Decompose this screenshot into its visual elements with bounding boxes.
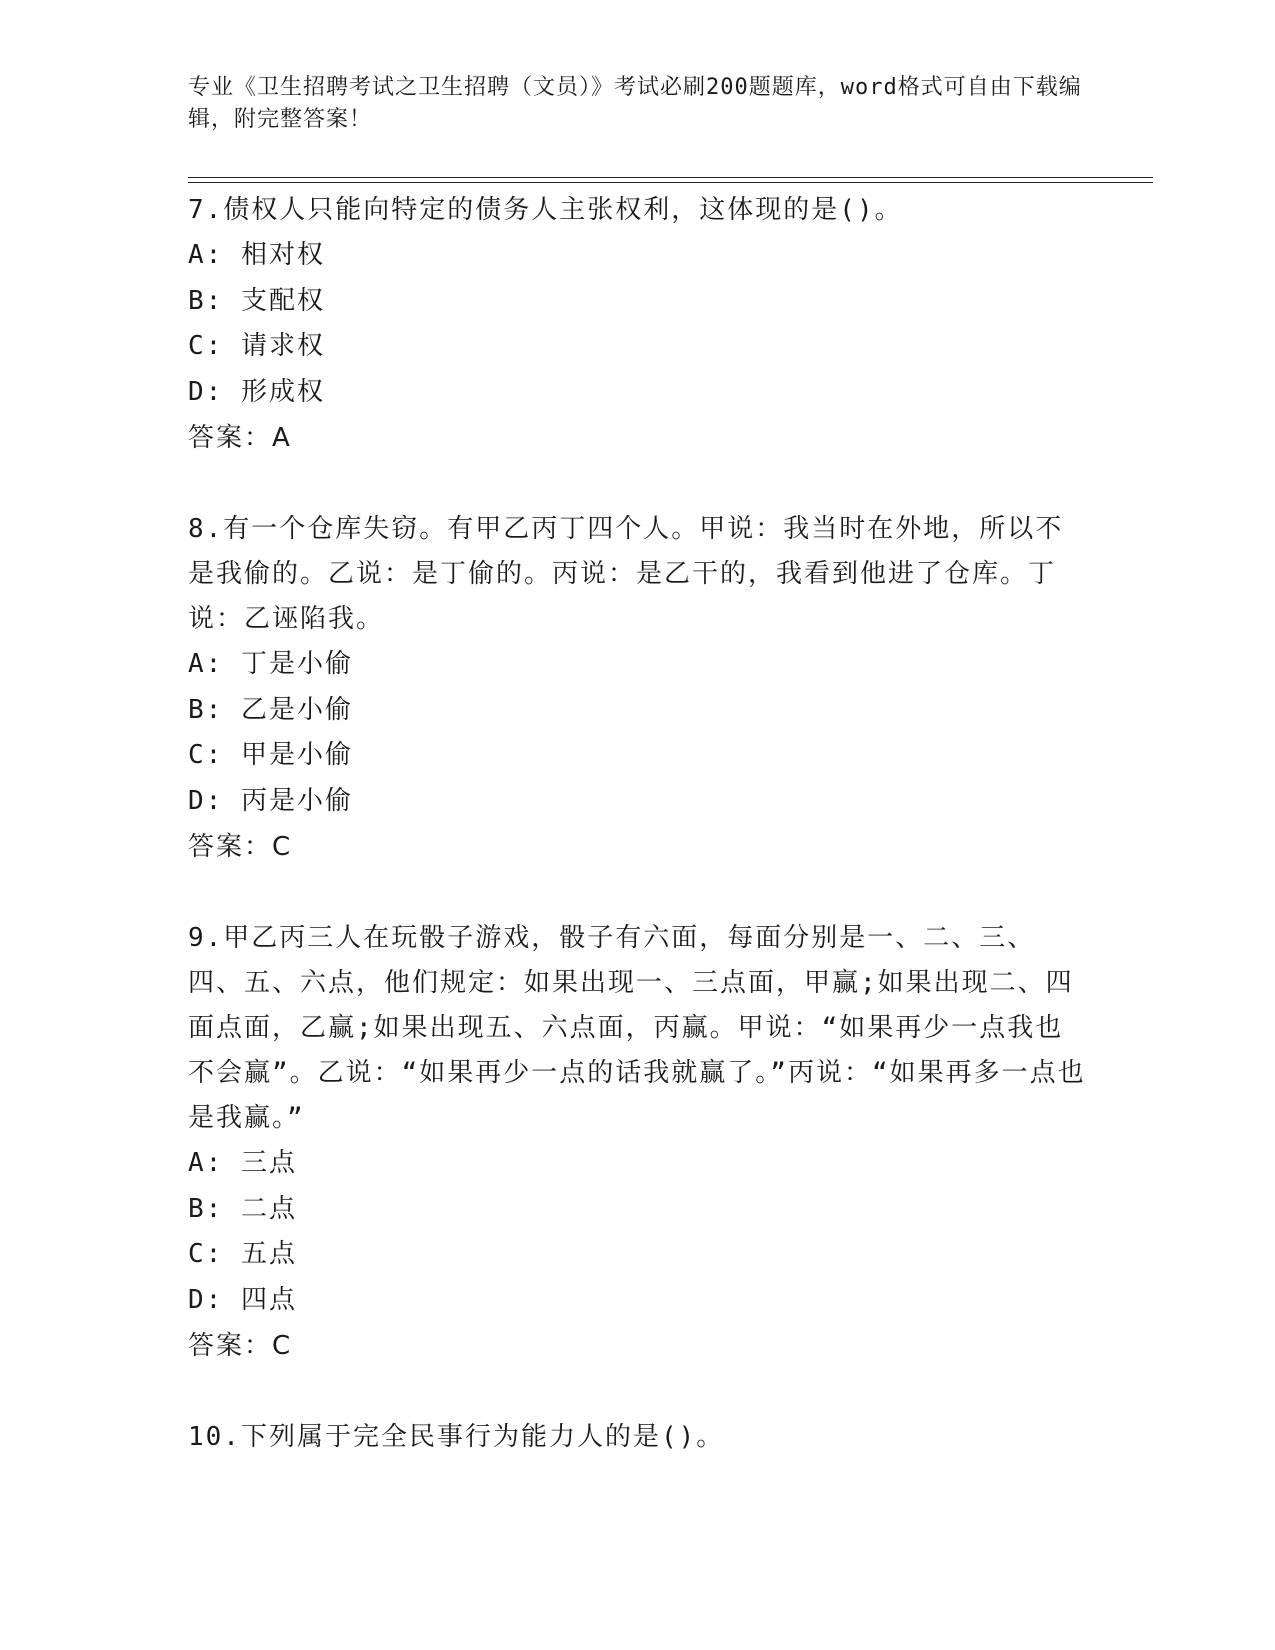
option-a: A: 丁是小偷	[188, 649, 353, 679]
question-7	[188, 188, 1088, 461]
question-stem: 10.下列属于完全民事行为能力人的是()。	[188, 1422, 725, 1452]
answer-line: 答案：C	[188, 1331, 293, 1361]
header-divider-top	[188, 177, 1153, 178]
question-10	[188, 1415, 1088, 1460]
header-divider-bottom	[188, 182, 1153, 183]
option-a: A: 三点	[188, 1148, 297, 1178]
option-c: C: 五点	[188, 1239, 297, 1269]
option-c: C: 请求权	[188, 331, 325, 361]
question-list	[188, 188, 1088, 1506]
option-d: D: 四点	[188, 1284, 297, 1315]
option-b: B: 二点	[188, 1193, 297, 1224]
question-9	[188, 916, 1088, 1369]
option-b: B: 支配权	[188, 285, 325, 316]
option-c: C: 甲是小偷	[188, 740, 353, 770]
answer-line: 答案：C	[188, 832, 293, 862]
option-d: D: 丙是小偷	[188, 785, 353, 816]
question-stem: 8.有一个仓库失窃。有甲乙丙丁四个人。甲说：我当时在外地，所以不是我偷的。乙说：是丁偷的。丙说：是乙干的，我看到他进了仓库。丁说：乙诬陷我。	[188, 514, 1064, 634]
option-b: B: 乙是小偷	[188, 694, 353, 725]
document-header: 专业《卫生招聘考试之卫生招聘（文员）》考试必刷200题题库，word格式可自由下载编辑，附完整答案！	[188, 75, 1082, 132]
question-stem: 9.甲乙丙三人在玩骰子游戏，骰子有六面，每面分别是一、二、三、四、五、六点，他们规定：如果出现一、三点面，甲赢;如果出现二、四面点面，乙赢;如果出现五、六点面，丙赢。甲说：“如果再少一点我也不会赢”。乙说：“如果再少一点的话我就赢了。”丙说：“如果再多一点也是我赢。”	[188, 923, 1086, 1133]
option-a: A: 相对权	[188, 240, 325, 270]
answer-line: 答案：A	[188, 423, 292, 453]
question-stem: 7.债权人只能向特定的债务人主张权利，这体现的是()。	[188, 195, 903, 225]
question-8	[188, 507, 1088, 870]
option-d: D: 形成权	[188, 376, 325, 407]
